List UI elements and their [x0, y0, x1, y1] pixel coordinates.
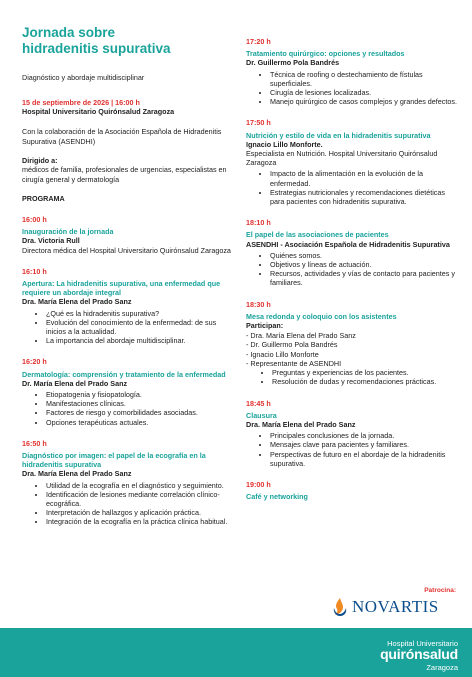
session-title: Clausura	[246, 410, 277, 420]
session-bullets	[22, 481, 234, 527]
session-title: Diagnóstico por imagen: el papel de la ecografía en la hidradenitis supurativa	[22, 451, 206, 470]
session-speaker: Dra. María Elena del Prado Sanz	[22, 297, 132, 307]
session-detail: Directora médica del Hospital Universitario Quirónsalud Zaragoza	[22, 245, 231, 255]
collaboration-note: Con la colaboración de la Asociación Española de Hidradenitis Supurativa (ASENDHI)	[22, 127, 222, 146]
page-title	[22, 25, 234, 57]
session	[22, 267, 234, 346]
session	[22, 357, 234, 426]
session-clausura	[246, 399, 458, 468]
bullet-item: • ¿Qué es la hidradenitis supurativa?	[46, 309, 234, 318]
session-title: Tratamiento quirúrgico: opciones y resultados	[246, 49, 405, 59]
title-line-2: hidradenitis supurativa	[22, 41, 171, 56]
title-line-1: Jornada sobre	[22, 25, 116, 40]
bullet-item: • Quiénes somos.	[270, 251, 458, 260]
bullet-item: • Factores de riesgo y comorbilidades asociadas.	[46, 408, 234, 417]
session-bullets	[246, 431, 458, 468]
bullet-item: • Estrategias nutricionales y recomendaciones dietéticas para pacientes con hidradenitis supurativa.	[270, 188, 458, 206]
session	[22, 215, 234, 255]
session-detail: Especialista en Nutrición. Hospital Universitario Quirónsalud Zaragoza	[246, 149, 438, 168]
bullet-item: • Resolución de dudas y recomendaciones prácticas.	[272, 377, 458, 386]
bullet-item: • Principales conclusiones de la jornada.	[270, 431, 458, 440]
novartis-wordmark: NOVARTIS	[352, 597, 439, 616]
session-speaker: Dra. Victoria Rull	[22, 236, 80, 246]
session	[246, 118, 458, 206]
session-time: 18:45 h	[246, 398, 271, 408]
bullet-item: • Identificación de lesiones mediante correlación clínico-ecográfica.	[46, 490, 234, 508]
bullet-item: • Manejo quirúrgico de casos complejos y grandes defectos.	[270, 97, 458, 106]
session-speaker: Dr. Guillermo Pola Bandrés	[246, 58, 340, 68]
bullet-item: • Recursos, actividades y vías de contacto para pacientes y familiares.	[270, 269, 458, 287]
session-bullets	[246, 368, 458, 386]
audience-text: médicos de familia, profesionales de urgencias, especialistas en cirugía general y dermatología	[22, 165, 227, 184]
bullet-item: • Objetivos y líneas de actuación.	[270, 260, 458, 269]
participant-item: - Dr. Guillermo Pola Bandrés	[246, 340, 458, 349]
session-speaker: Dra. María Elena del Prado Sanz	[246, 419, 356, 429]
bullet-item: • Opciones terapéuticas actuales.	[46, 418, 234, 427]
footer-brand: quirónsalud	[380, 646, 458, 662]
bullet-item: • Etiopatogenia y fisiopatología.	[46, 390, 234, 399]
bullet-item: • Integración de la ecografía en la práctica clínica habitual.	[46, 517, 234, 526]
session-speaker: ASENDHI - Asociación Española de Hidradenitis Supurativa	[246, 239, 450, 249]
bullet-item: • Utilidad de la ecografía en el diagnóstico y seguimiento.	[46, 481, 234, 490]
session-time: 17:50 h	[246, 118, 271, 128]
session-cafe	[246, 480, 458, 501]
left-column	[22, 25, 234, 527]
footer-hospital: Hospital Universitario	[387, 639, 458, 648]
novartis-logo	[332, 597, 439, 617]
bullet-item: • Evolución del conocimiento de la enfermedad: de sus inicios a la actualidad.	[46, 318, 234, 336]
participants-label: Participan:	[246, 321, 284, 331]
session-title: Nutrición y estilo de vida en la hidradenitis supurativa	[246, 130, 431, 140]
bullet-item: • Interpretación de hallazgos y aplicación práctica.	[46, 508, 234, 517]
session-time: 16:20 h	[22, 357, 47, 367]
bullet-item: • Cirugía de lesiones localizadas.	[270, 88, 458, 97]
participant-item: - Ignacio Lillo Monforte	[246, 350, 458, 359]
participants-list	[246, 331, 458, 368]
session-bullets	[246, 70, 458, 107]
sponsor-label: Patrocina:	[424, 587, 456, 594]
session-speaker: Ignacio Lillo Monforte.	[246, 139, 323, 149]
participant-item: - Dra. María Elena del Prado Sanz	[246, 331, 458, 340]
event-venue: Hospital Universitario Quirónsalud Zaragoza	[22, 107, 175, 116]
event-date: 15 de septiembre de 2026 | 16:00 h	[22, 98, 140, 107]
session-title: Mesa redonda y coloquio con los asistentes	[246, 311, 397, 321]
session	[22, 439, 234, 527]
session-title: Café y networking	[246, 492, 308, 502]
bullet-item: • Manifestaciones clínicas.	[46, 399, 234, 408]
participant-item: - Representante de ASENDHI	[246, 359, 458, 368]
session-title: Apertura: La hidradenitis supurativa, una enfermedad que requiere un abordaje integral	[22, 279, 221, 298]
audience-label: Dirigido a:	[22, 156, 58, 165]
session-bullets	[22, 390, 234, 427]
footer-city: Zaragoza	[426, 663, 458, 672]
session-time: 18:10 h	[246, 218, 271, 228]
session-mesa	[246, 300, 458, 387]
session-time: 16:00 h	[22, 215, 47, 224]
bullet-item: • La importancia del abordaje multidisciplinar.	[46, 336, 234, 345]
bullet-item: • Perspectivas de futuro en el abordaje de la hidradenitis supurativa.	[270, 450, 458, 468]
bullet-item: • Impacto de la alimentación en la evolución de la enfermedad.	[270, 169, 458, 187]
bullet-item: • Técnica de roofing o destechamiento de fístulas superficiales.	[270, 70, 458, 88]
session-title: Dermatología: comprensión y tratamiento de la enfermedad	[22, 369, 226, 379]
session-time: 18:30 h	[246, 299, 271, 309]
session-time: 17:20 h	[246, 37, 271, 46]
session	[246, 37, 458, 106]
session-time: 19:00 h	[246, 479, 271, 489]
session-title: Inauguración de la jornada	[22, 227, 114, 237]
session-time: 16:50 h	[22, 438, 47, 448]
session-bullets	[246, 251, 458, 288]
bullet-item: • Preguntas y experiencias de los pacientes.	[272, 368, 458, 377]
novartis-flame-icon	[332, 597, 348, 617]
session-title: El papel de las asociaciones de pacientes	[246, 230, 389, 240]
session-time: 16:10 h	[22, 266, 47, 276]
session	[246, 218, 458, 287]
program-heading: PROGRAMA	[22, 194, 65, 203]
session-bullets	[22, 309, 234, 346]
session-speaker: Dr. María Elena del Prado Sanz	[22, 378, 128, 388]
session-speaker: Dra. María Elena del Prado Sanz	[22, 469, 132, 479]
bullet-item: • Mensajes clave para pacientes y familiares.	[270, 440, 458, 449]
left-sessions	[22, 215, 234, 527]
footer-band	[0, 628, 472, 677]
right-column	[246, 25, 458, 501]
session-bullets	[246, 169, 458, 206]
subtitle: Diagnóstico y abordaje multidisciplinar	[22, 73, 145, 82]
right-sessions	[246, 37, 458, 288]
